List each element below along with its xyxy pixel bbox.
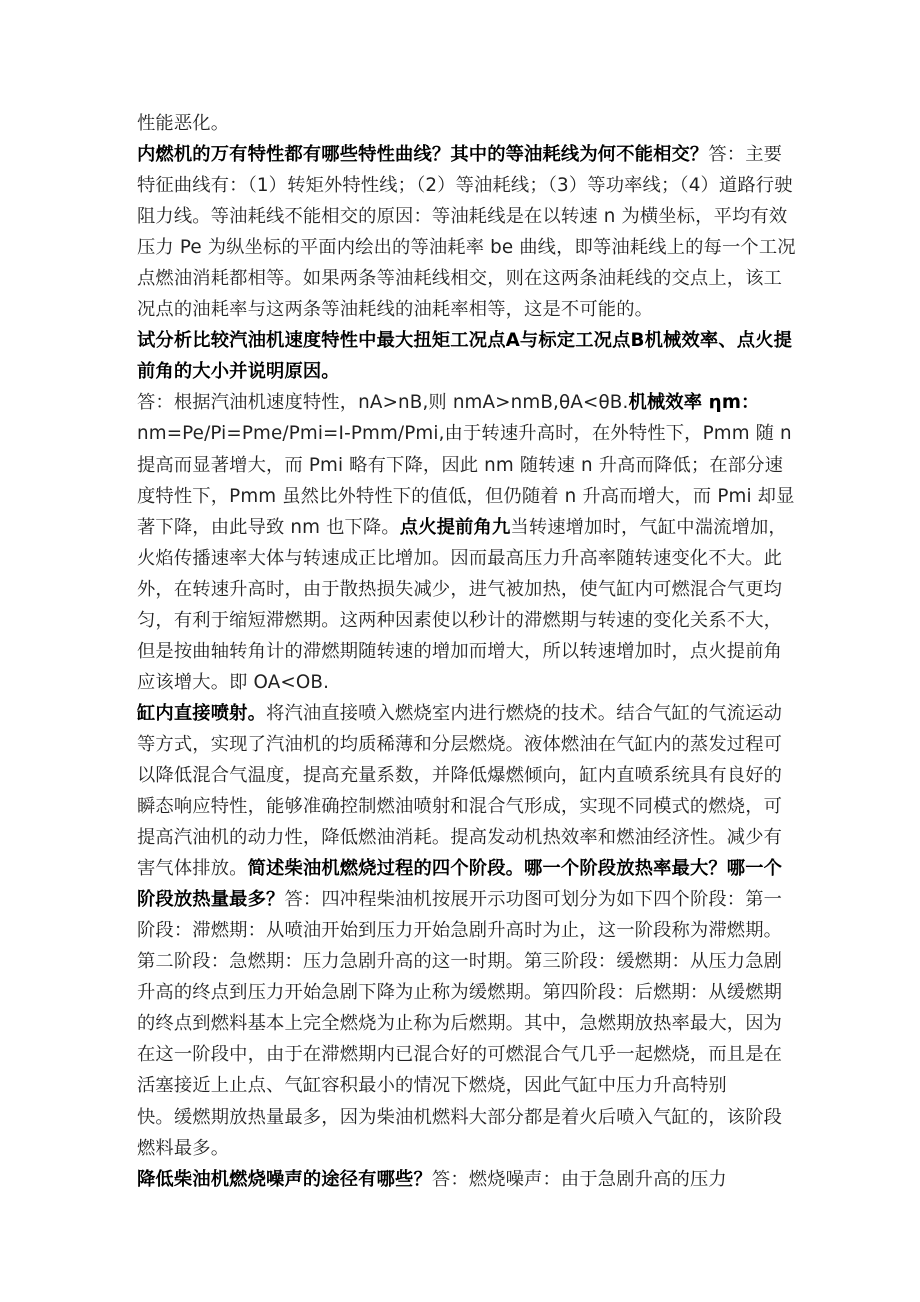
question-heading: 内燃机的万有特性都有哪些特性曲线？其中的等油耗线为何不能相交？ xyxy=(137,144,709,166)
inline-bold-term: 机械效率 ηm： xyxy=(628,392,760,414)
answer-text: 答：主要特征曲线有：（1）转矩外特性线；（2）等油耗线；（3）等功率线；（4）道路行驶阻力线。等油耗线不能相交的原因：等油耗线是在以转速 n 为横坐标，平均有效压力 Pe 为纵坐标的平面内绘出的等油耗率 be 曲线，即等油耗线上的每一个工况点燃油消耗都相等。如果两条等油耗线相交，则在这两条油耗线的交点上，该工况点的油耗率与这两条等油耗线的油耗率相等，这是不可能的。 xyxy=(137,144,796,321)
paragraph-continuation xyxy=(137,1102,797,1164)
answer-text: 当转速增加时，气缸中湍流增加，火焰传播速率大体与转速成正比增加。因而最高压力升高率随转速变化不大。此外，在转速升高时，由于散热损失减少，进气被加热，使气缸内可燃混合气更均匀，有利于缩短滞燃期。这两种因素使以秒计的滞燃期与转速的变化关系不大，但是按曲轴转角计的滞燃期随转速的增加而增大，所以转速增加时，点火提前角应该增大。即 OA<OB. xyxy=(137,516,787,693)
answer-text: 答：四冲程柴油机按展开示功图可划分为如下四个阶段：第一阶段：滞燃期：从喷油开始到压力开始急剧升高时为止，这一阶段称为滞燃期。第二阶段：急燃期：压力急剧升高的这一时期。第三阶段：缓燃期：从压力急剧升高的终点到压力开始急剧下降为止称为缓燃期。第四阶段：后燃期：从缓燃期的终点到燃料基本上完全燃烧为止称为后燃期。其中，急燃期放热率最大，因为在这一阶段中，由于在滞燃期内已混合好的可燃混合气几乎一起燃烧，而且是在活塞接近上止点、气缸容积最小的情况下燃烧，因此气缸中压力升高特别 xyxy=(137,889,783,1097)
question-heading: 试分析比较汽油机速度特性中最大扭矩工况点A与标定工况点B机械效率、点火提前角的大小并说明原因。 xyxy=(137,330,793,383)
term-heading: 缸内直接喷射。 xyxy=(137,702,267,724)
paragraph-direct-injection xyxy=(137,698,797,1102)
paragraph-noise-reduction xyxy=(137,1164,797,1195)
answer-text: 答：燃烧噪声：由于急剧升高的压力 xyxy=(431,1168,727,1190)
question-heading: 降低柴油机燃烧噪声的途径有哪些？ xyxy=(137,1168,432,1190)
question-heading: 简述柴油机燃烧过程的四个阶段。哪一个阶段放热率最大？哪一个阶段放热量最多？ xyxy=(137,858,783,911)
inline-bold-term: 点火提前角九 xyxy=(399,516,511,538)
paragraph-universal-characteristics xyxy=(137,139,797,325)
paragraph-intro xyxy=(137,108,797,139)
paragraph-speed-characteristic-question xyxy=(137,325,797,387)
answer-text: 答：根据汽油机速度特性，nA>nB,则 nmA>nmB,θA<θB. xyxy=(137,392,629,414)
paragraph-text: 性能恶化。 xyxy=(137,113,230,134)
paragraph-speed-characteristic-answer xyxy=(137,387,797,697)
answer-text: 将汽油直接喷入燃烧室内进行燃烧的技术。结合气缸的气流运动等方式，实现了汽油机的均质稀薄和分层燃烧。液体燃油在气缸内的蒸发过程可以降低混合气温度，提高充量系数，并降低爆燃倾向，缸内直喷系统具有良好的瞬态响应特性，能够准确控制燃油喷射和混合气形成，实现不同模式的燃烧，可提高汽油机的动力性，降低燃油消耗。提高发动机热效率和燃油经济性。减少有害气体排放。 xyxy=(137,702,783,880)
document-body xyxy=(137,108,797,1195)
answer-text: nm=Pe/Pi=Pme/Pmi=I-Pmm/Pmi,由于转速升高时，在外特性下，Pmm 随 n 提高而显著增大，而 Pmi 略有下降，因此 nm 随转速 n 升高而降低；在部分速度特性下，Pmm 虽然比外特性下的值低，但仍随着 n 升高而增大，而 Pmi 却显著下降，由此导致 nm 也下降。 xyxy=(137,423,795,538)
answer-text: 快。缓燃期放热量最多，因为柴油机燃料大部分都是着火后喷入气缸的，该阶段燃料最多。 xyxy=(137,1106,783,1159)
